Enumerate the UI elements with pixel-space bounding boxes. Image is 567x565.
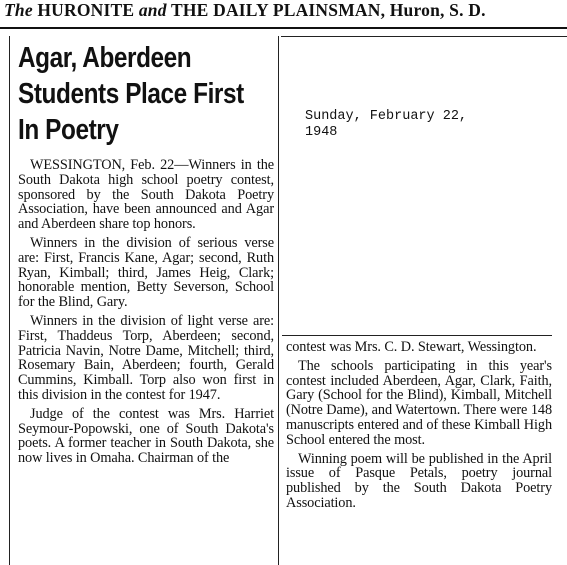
masthead	[4, 0, 564, 28]
date-stamp	[305, 109, 535, 141]
article-paragraph: WESSINGTON, Feb. 22—Winners in the South Dakota high school poetry contest, sponsored by the South Dakota Poetry Association, have been announced and Agar and Aberdeen share top honors.	[18, 157, 274, 233]
article-paragraph: Winners in the division of light verse are: First, Thaddeus Torp, Aberdeen; second, Patricia Navin, Notre Dame, Mitchell; third, Rosemary Bain, Aberdeen; fourth, Gerald Cummins, Kimball. Torp also won first in this division in the contest for 1947.	[18, 312, 274, 403]
masthead-huronite: HURONITE	[37, 0, 135, 20]
article-paragraph: Judge of the contest was Mrs. Harriet Seymour-Popowski, one of South Dakota's poets. A former teacher in South Dakota, she now lives in Omaha. Chairman of the	[18, 405, 274, 467]
masthead-rule	[0, 27, 567, 29]
masthead-the: The	[4, 0, 33, 20]
article-left-column	[9, 36, 279, 565]
date-stamp-area	[281, 36, 567, 337]
article-headline: Agar, Aberdeen Students Place First In Poetry	[18, 42, 244, 146]
masthead-plainsman: THE DAILY PLAINSMAN, Huron, S. D.	[170, 0, 486, 20]
date-stamp-line1: Sunday, February 22,	[305, 109, 468, 124]
article-right-column	[282, 335, 552, 565]
article-paragraph: Winning poem will be published in the April issue of Pasque Petals, poetry journal published by the South Dakota Poetry Association.	[286, 450, 552, 511]
article-paragraph: The schools participating in this year's contest included Aberdeen, Agar, Clark, Faith, Gary (School for the Blind), Kimball, Mitchell (Notre Dame), and Watertown. There were 148 manuscripts entered and of these Kimball High School entered the most.	[286, 357, 552, 448]
article-paragraph: Winners in the division of serious verse are: First, Francis Kane, Agar; second, Ruth Ryan, Kimball; third, James Heig, Clark; honorable mention, Betty Severson, School for the Blind, Gary.	[18, 234, 274, 311]
date-stamp-line2: 1948	[305, 125, 338, 140]
article-paragraph: contest was Mrs. C. D. Stewart, Wessington.	[286, 339, 537, 355]
masthead-and: and	[138, 0, 167, 20]
